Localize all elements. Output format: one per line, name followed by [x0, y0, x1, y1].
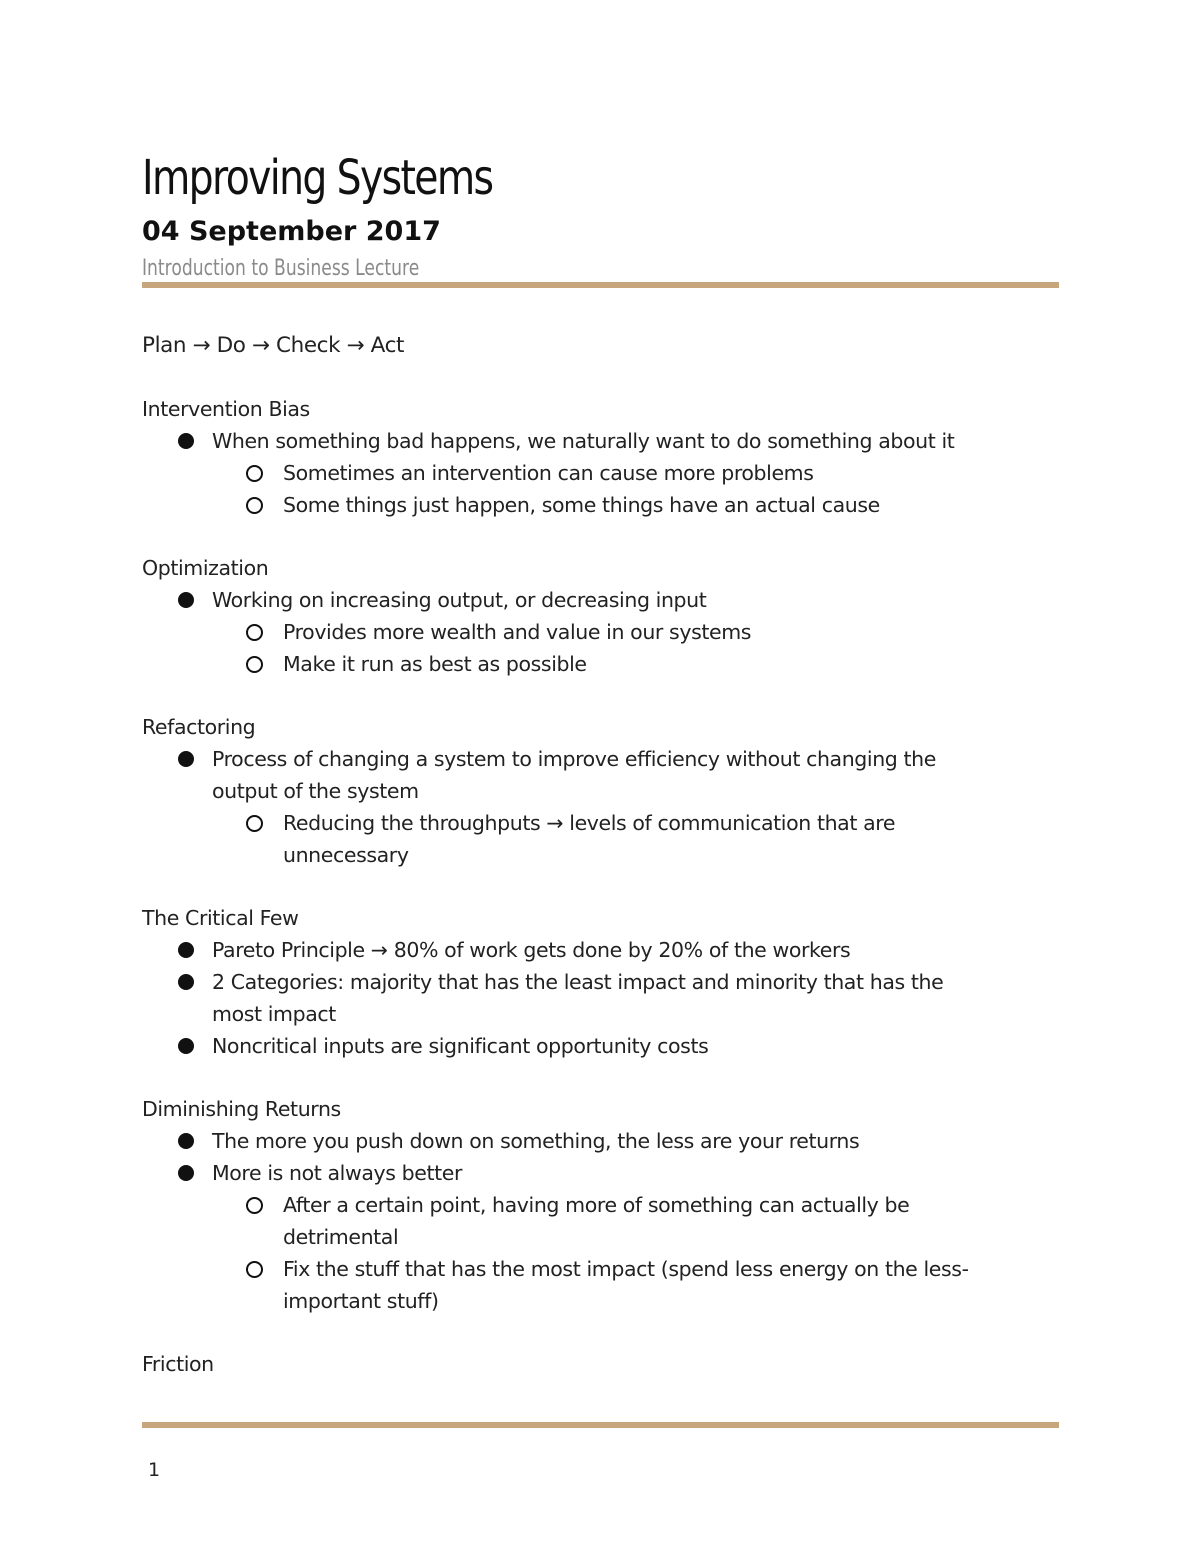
list-item — [142, 1125, 1059, 1157]
filled-circle-bullet-icon — [178, 1030, 194, 1062]
filled-circle-bullet-icon — [178, 584, 194, 616]
list-item — [142, 584, 1059, 616]
list-item-continuation: unnecessary — [283, 843, 409, 867]
section-heading-optimization: Optimization — [142, 556, 269, 580]
plan-do-check-act-line: Plan → Do → Check → Act — [142, 333, 405, 358]
section-heading-critical-few: The Critical Few — [142, 906, 299, 930]
filled-circle-bullet-icon — [178, 966, 194, 998]
list-item — [142, 425, 1059, 457]
list-item — [142, 616, 1059, 648]
list-item-text: Provides more wealth and value in our systems — [283, 620, 752, 644]
footer-divider — [142, 1422, 1059, 1428]
header-divider — [142, 282, 1059, 288]
lecture-date: 04 September 2017 — [142, 216, 441, 247]
list-item — [142, 1189, 1059, 1221]
list-item — [142, 1253, 1059, 1285]
list-item — [142, 743, 1059, 775]
list-item-continuation: important stuff) — [283, 1289, 439, 1313]
list-item-text: Working on increasing output, or decreasing input — [212, 588, 707, 612]
list-item-text: Make it run as best as possible — [283, 652, 587, 676]
page-title: Improving Systems — [142, 150, 493, 206]
list-item — [142, 489, 1059, 521]
list-item — [142, 648, 1059, 680]
document-page — [142, 0, 1059, 1553]
hollow-circle-bullet-icon — [246, 489, 263, 521]
filled-circle-bullet-icon — [178, 743, 194, 775]
list-item-text: 2 Categories: majority that has the least impact and minority that has the — [212, 970, 944, 994]
section-heading-intervention-bias: Intervention Bias — [142, 397, 310, 421]
hollow-circle-bullet-icon — [246, 457, 263, 489]
list-item-text: More is not always better — [212, 1161, 462, 1185]
list-item-text: Noncritical inputs are significant opportunity costs — [212, 1034, 709, 1058]
list-item — [142, 966, 1059, 998]
list-item-text: Pareto Principle → 80% of work gets done by 20% of the workers — [212, 938, 851, 962]
filled-circle-bullet-icon — [178, 1157, 194, 1189]
lecture-subtitle: Introduction to Business Lecture — [142, 256, 420, 281]
section-heading-refactoring: Refactoring — [142, 715, 256, 739]
list-item-continuation: output of the system — [212, 779, 419, 803]
list-item — [142, 807, 1059, 839]
list-item-continuation: most impact — [212, 1002, 336, 1026]
hollow-circle-bullet-icon — [246, 807, 263, 839]
section-heading-diminishing-returns: Diminishing Returns — [142, 1097, 341, 1121]
list-item-text: When something bad happens, we naturally want to do something about it — [212, 429, 955, 453]
list-item-text: After a certain point, having more of something can actually be — [283, 1193, 910, 1217]
list-item-text: Some things just happen, some things have an actual cause — [283, 493, 880, 517]
section-heading-friction: Friction — [142, 1352, 214, 1376]
filled-circle-bullet-icon — [178, 934, 194, 966]
list-item — [142, 934, 1059, 966]
hollow-circle-bullet-icon — [246, 1253, 263, 1285]
list-item-text: The more you push down on something, the less are your returns — [212, 1129, 860, 1153]
hollow-circle-bullet-icon — [246, 648, 263, 680]
list-item — [142, 1157, 1059, 1189]
list-item-text: Sometimes an intervention can cause more problems — [283, 461, 814, 485]
hollow-circle-bullet-icon — [246, 1189, 263, 1221]
list-item — [142, 1030, 1059, 1062]
list-item-text: Process of changing a system to improve efficiency without changing the — [212, 747, 936, 771]
filled-circle-bullet-icon — [178, 1125, 194, 1157]
list-item-text: Fix the stuff that has the most impact (spend less energy on the less- — [283, 1257, 969, 1281]
page-number: 1 — [148, 1459, 161, 1481]
filled-circle-bullet-icon — [178, 425, 194, 457]
hollow-circle-bullet-icon — [246, 616, 263, 648]
list-item-text: Reducing the throughputs → levels of communication that are — [283, 811, 896, 835]
list-item — [142, 457, 1059, 489]
list-item-continuation: detrimental — [283, 1225, 399, 1249]
notes-body — [142, 330, 1059, 1380]
